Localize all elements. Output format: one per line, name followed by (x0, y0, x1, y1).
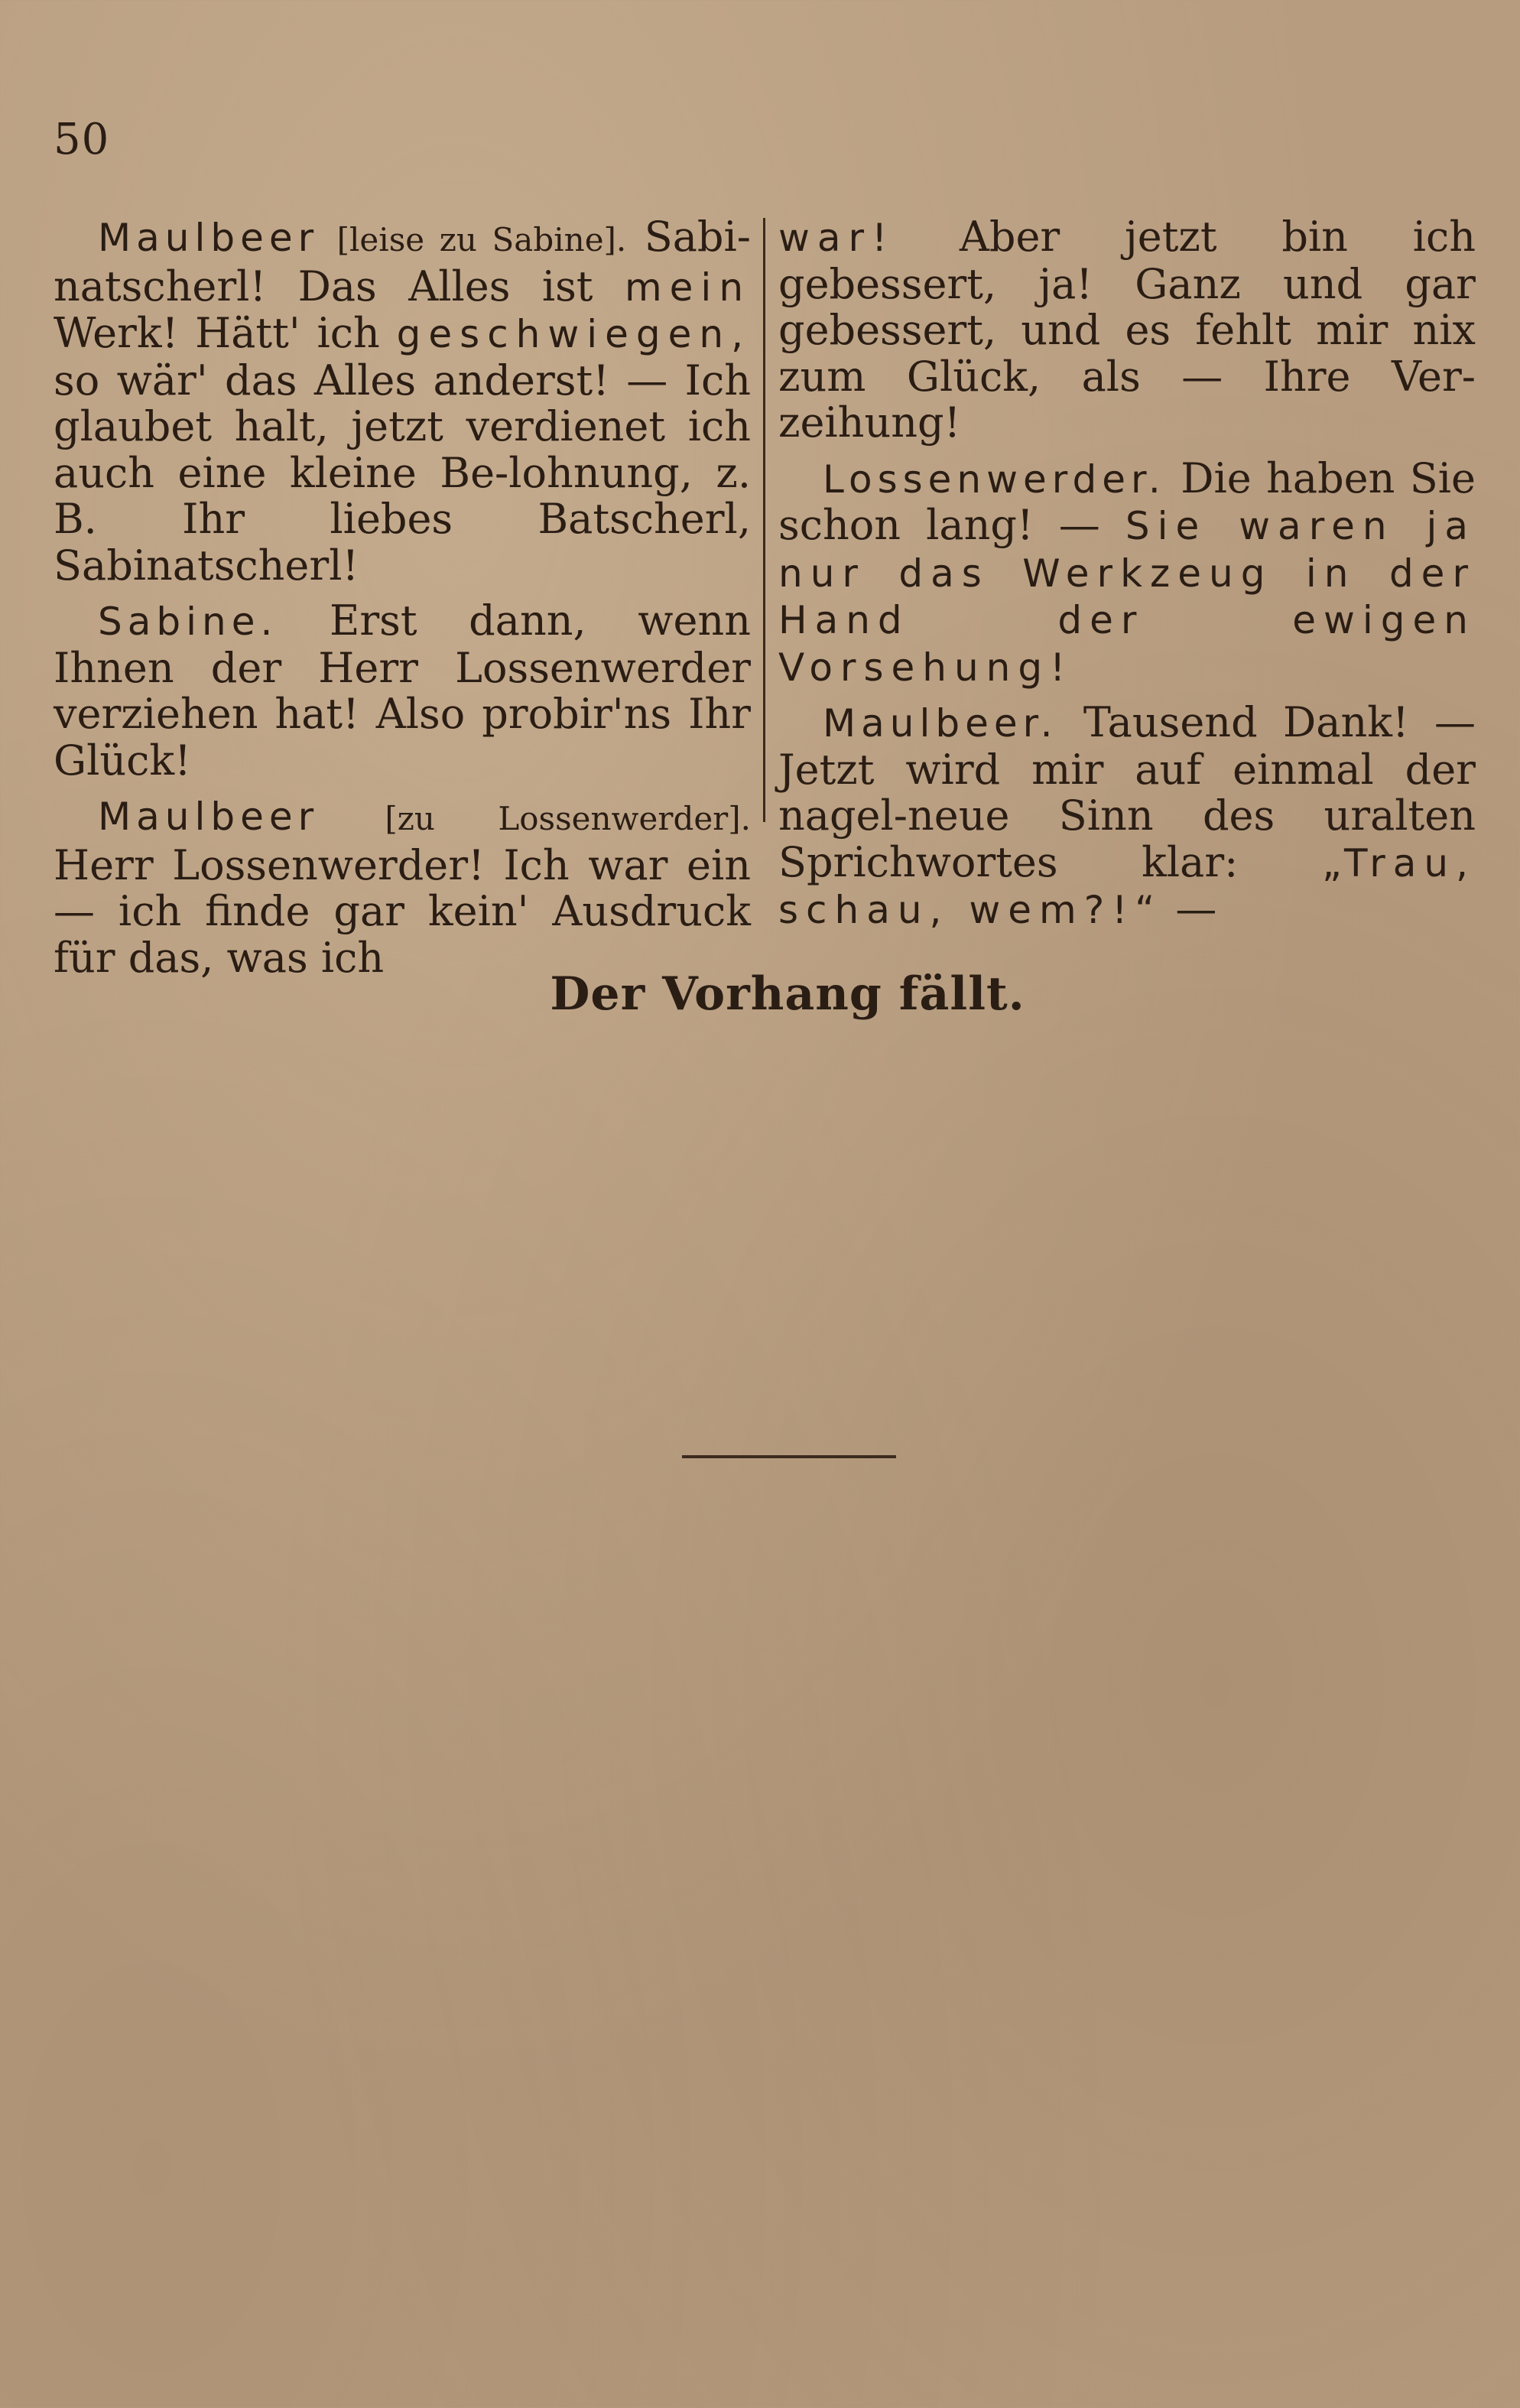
dialogue-lossenwerder (778, 453, 1476, 691)
speaker-name: Maulbeer (98, 795, 320, 839)
end-rule (682, 1455, 896, 1458)
dialogue-text: — (1175, 885, 1217, 933)
column-divider (763, 218, 765, 822)
speaker-name: Sabine. (98, 600, 278, 644)
dialogue-maulbeer-2 (54, 793, 751, 981)
emphasized-text: mein (624, 265, 752, 310)
emphasized-text: war! (778, 216, 895, 260)
dialogue-text: Aber jetzt bin ich gebessert, ja! Ganz und gar gebessert, und es fehlt mir nix zum Glück, als — Ihre Ver-zeihung! (778, 213, 1476, 447)
emphasized-text: „Trau, schau, wem?!“ (778, 840, 1476, 932)
left-column (54, 214, 751, 990)
dialogue-text: Werk! Hätt' ich (54, 309, 380, 357)
dialogue-text: Die haben Sie schon lang! — (778, 453, 1476, 549)
speaker-name: Maulbeer (98, 216, 320, 260)
dialogue-maulbeer-3 (778, 700, 1476, 934)
curtain-heading: Der Vorhang fällt. (550, 967, 1025, 1021)
emphasized-text: geschwiegen, (396, 312, 751, 356)
stage-direction: [leise zu Sabine]. (336, 221, 627, 258)
dialogue-text: Erst dann, wenn Ihnen der Herr Lossenwerder verziehen hat! Also probir'ns Ihr Glück! (54, 596, 751, 785)
emphasized-text: Sie waren ja nur das Werkzeug in der Hand der ewigen Vorsehung! (778, 504, 1476, 690)
dialogue-text: Herr Lossenwerder! Ich war ein — ich finde gar kein' Ausdruck für das, was ich (54, 840, 751, 982)
stage-direction: [zu Lossenwerder]. (385, 800, 751, 837)
dialogue-text: Tausend Dank! — Jetzt wird mir auf einmal der nagel-neue Sinn des uralten Sprichwortes klar: (778, 698, 1476, 886)
dialogue-text: so wär' das Alles anderst! — Ich glaubet halt, jetzt verdienet ich auch eine kleine Be-lohnung, z. B. Ihr liebes Batscherl, Sabinatscherl! (54, 356, 751, 590)
speaker-name: Lossenwerder. (823, 457, 1166, 502)
dialogue-sabine (54, 598, 751, 784)
dialogue-continuation (778, 214, 1476, 447)
page-number: 50 (54, 115, 110, 164)
right-column (778, 214, 1476, 943)
speaker-name: Maulbeer. (823, 701, 1058, 746)
dialogue-text: Sabi-natscherl! Das Alles ist (54, 213, 751, 310)
dialogue-maulbeer-1 (54, 214, 751, 589)
